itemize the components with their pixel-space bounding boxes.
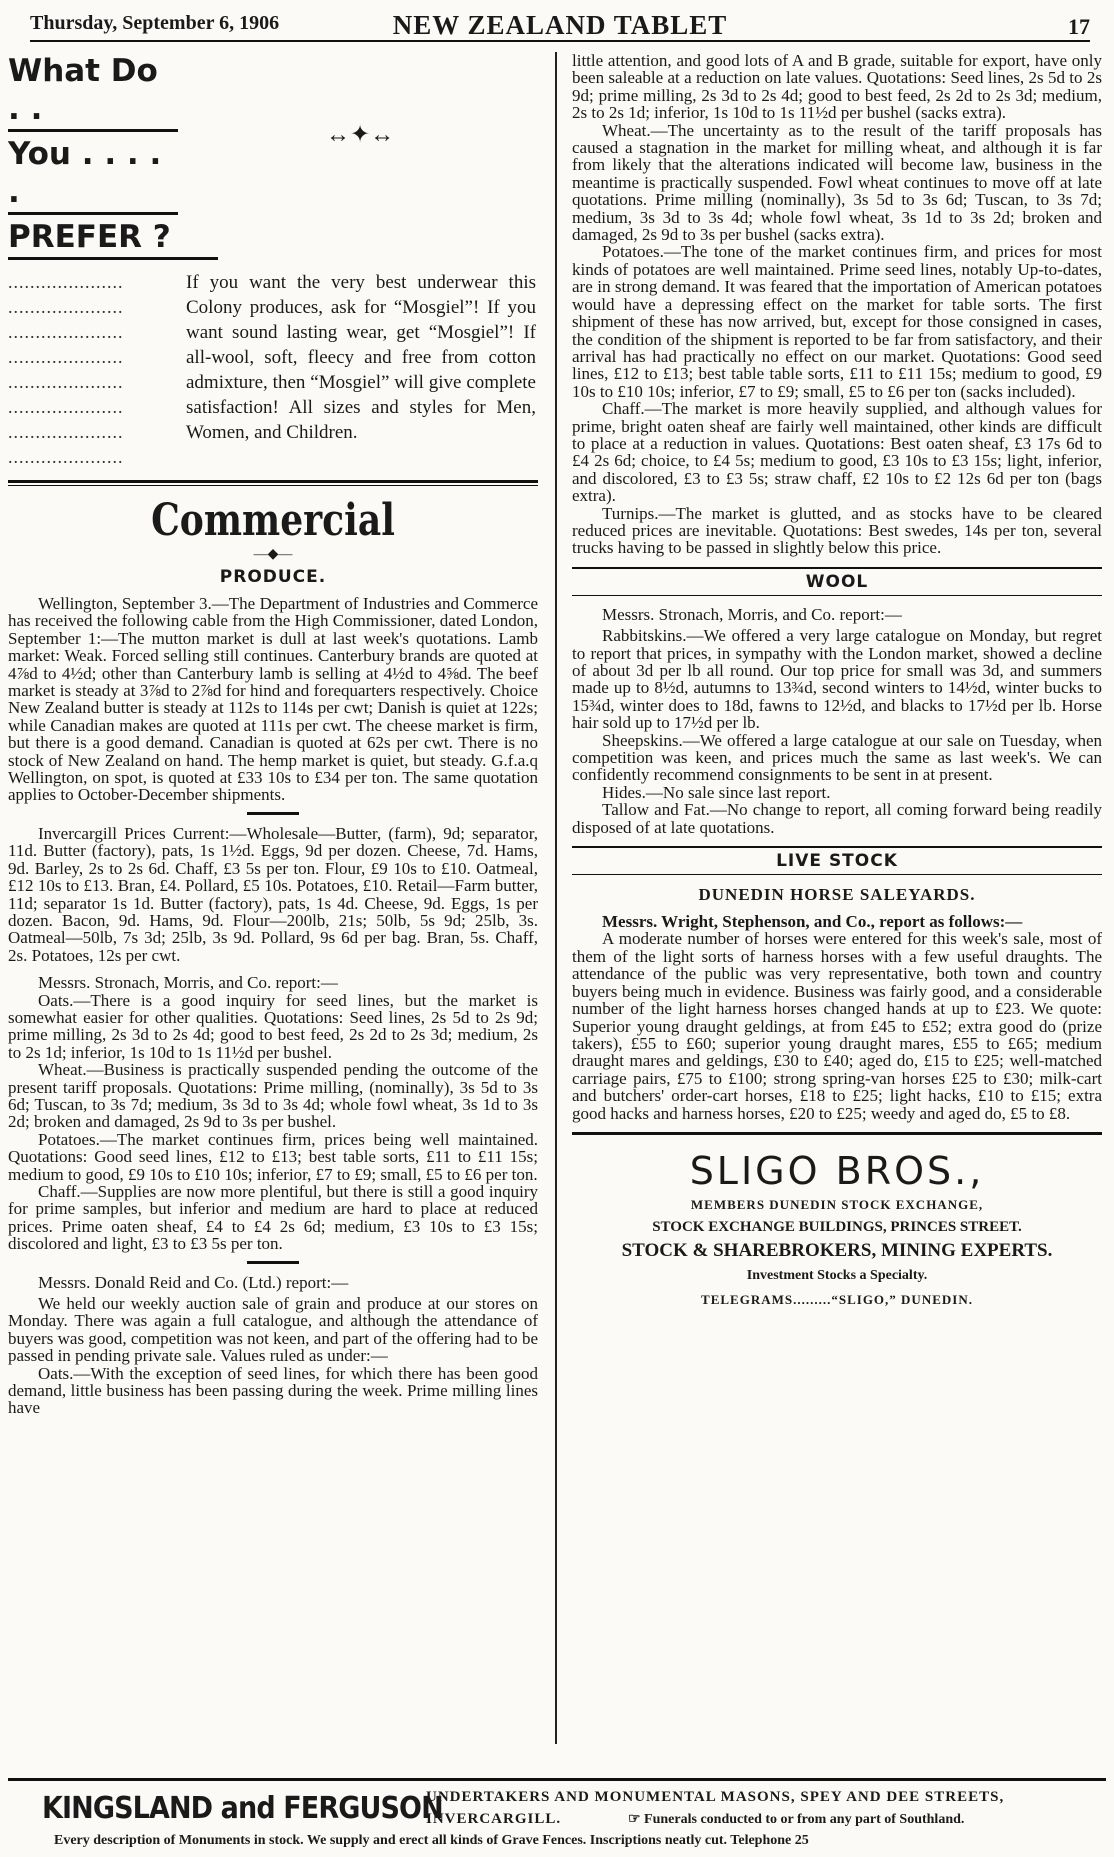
sheepskins-report: Sheepskins.—We offered a large catalogue at our sale on Tuesday, when competition was keen, and prices much the same as last week's. We can confidently recommend consignments to be sent in at present. <box>572 730 1102 785</box>
continued-text: little attention, and good lots of A and B grade, suitable for export, have only been saleable at a reduction on late values. Quotations: Seed lines, 2s 5d to 2s 9d; prime milling, 2s 3d to 2s 4d; good to best feed, 2s 2d to 2s 3d; medium, 2s to 2s 1d; inferior, 1s 10d to 1s 11½d per bushel (sacks extra). <box>572 52 1102 123</box>
ad-headline-line-2: You . . . . . <box>8 135 178 215</box>
oats-report: Oats.—There is a good inquiry for seed lines, but the market is somewhat easier for other qualities. Quotations: Seed lines, 2s 5d to 2s 9d; prime milling, 2s 3d to 2s 4d; good to best feed, 2s 2d to 2s 3d; medium, 2s to 2s 1d; inferior, 1s 10d to 1s 11½d per bushel. <box>8 990 538 1062</box>
kingsland-ferguson-ad <box>8 1778 1106 1853</box>
page-number: 17 <box>1068 14 1090 39</box>
right-column <box>572 52 1102 1742</box>
potatoes-report: Potatoes.—The market continues firm, prices being well maintained. Quotations: Good seed lines, £12 to £13; best table sorts, £11 to £11 15s; medium to good, £9 10s to £10 10s; inferior, £7 to £9; small, £5 to £6 per ton. <box>8 1129 538 1184</box>
heading-ornament: —◆— <box>253 547 293 562</box>
produce-heading: PRODUCE. <box>219 567 327 587</box>
ad-body <box>8 270 538 470</box>
mosgiel-ad <box>8 52 538 470</box>
newspaper-title: NEW ZEALAND TABLET <box>392 10 728 40</box>
sligo-members: MEMBERS DUNEDIN STOCK EXCHANGE, <box>690 1196 984 1212</box>
column-rule <box>555 52 557 1744</box>
left-column <box>8 52 538 1742</box>
reid-oats: Oats.—With the exception of seed lines, for which there has been good demand, little business has been passing during the week. Prime milling lines have <box>8 1363 538 1418</box>
ad-text: If you want the very best underwear this Colony produces, ask for “Mosgiel”! If you want sound lasting wear, get “Mosgiel”! If all-wool, soft, fleecy and free from cotton admixture, then “Mosgiel” will give complete satisfaction! All sizes and styles for Men, Women, and Children. <box>186 272 536 443</box>
reid-intro: Messrs. Donald Reid and Co. (Ltd.) report:— <box>38 1272 349 1292</box>
potatoes-report-right: Potatoes.—The tone of the market continues firm, and prices for most kinds of potatoes are well maintained. Prime seed lines, notably Up-to-dates, are in strong demand. It was feared that the importation of American potatoes would have a depressing effect on the market for table sorts. The first shipment of these has now arrived, but, except for those consigned in cases, the condition of the shipment is reported to be far from satisfactory, and their arrival has had practically no effect on our market. Quotations: Good seed lines, £12 to £13; best table table sorts, £11 to £11 15s; medium to good, £9 10s to £10 10s; inferior, £7 to £9; small, £5 to £6 per ton (sacks included). <box>572 242 1102 401</box>
wool-heading: WOOL <box>572 567 1102 596</box>
stronach-intro: Messrs. Stronach, Morris, and Co. report:— <box>38 973 338 993</box>
invercargill-prices: Invercargill Prices Current:—Wholesale—Butter, (farm), 9d; separator, 11d. Butter (factory), pats, 1s 1½d. Eggs, 9d per dozen. Cheese, 7d. Hams, 9d. Barley, 2s to 2s 6d. Chaff, £3 5s per ton. Flour, £9 10s to £10. Oatmeal, £12 10s to £13. Bran, £4. Pollard, £5 10s. Potatoes, £10. Retail—Farm butter, 11d; separator 1s 1d. Butter (factory), pats, 1s 4d. Cheese, 9d. Eggs, 1s per dozen. Bacon, 9d. Hams, 9d. Flour—200lb, 21s; 50lb, 5s 9d; 25lb, 3s. Oatmeal—50lb, 7s 3d; 25lb, 3s 9d. Pollard, 9s 6d per bag. Bran, 5s. Chaff, 2s. Potatoes, 12s per cwt. <box>8 823 538 965</box>
wheat-report-right: Wheat.—The uncertainty as to the result of the tariff proposals has caused a stagnation in the market for milling wheat, and although it is far from likely that the alterations indicated will become law, business in the meantime is practically suspended. Fowl wheat continues to move off at late quotations. Prime milling (nominally), 3s 5d to 3s 6d; Tuscan, to 3s 7d; medium, 3s 3d to 3s 4d; whole fowl wheat, 3s 1d to 3s 2d; broken and damaged, 2s 9d to 3s per bushel (sacks extra). <box>572 120 1102 245</box>
rabbitskins-report: Rabbitskins.—We offered a very large catalogue on Monday, but regret to report that prices, in sympathy with the London market, showed a decline of about 3d per lb all round. Our top price for small was 3d, and summers made up to 8½d, autumns to 13¾d, second winters to 14½d, winter bucks to 15¾d, winter does to 18d, fawns to 12½d, and blacks to 17½d per lb. Horse hair sold up to 17½d per lb. <box>572 626 1102 733</box>
tallow-report: Tallow and Fat.—No change to report, all coming forward being readily disposed of at late quotations. <box>572 800 1102 837</box>
wheat-report: Wheat.—Business is practically suspended pending the outcome of the present tariff proposals. Quotations: Prime milling, (nominally), 3s 5d to 3s 6d; Tuscan, to 3s 7d; medium, 3s 3d to 3s 4d; whole fowl wheat, 3s 1d to 3s 2d; broken and damaged, 2s 9d to 3s per bushel. <box>8 1060 538 1132</box>
ad-headline-line-1: What Do . . <box>8 52 178 132</box>
sligo-trade: STOCK & SHAREBROKERS, MINING EXPERTS. <box>621 1239 1053 1261</box>
live-stock-heading: LIVE STOCK <box>572 846 1102 875</box>
sligo-specialty: Investment Stocks a Specialty. <box>746 1267 928 1283</box>
sligo-telegrams: TELEGRAMS.........“SLIGO,” DUNEDIN. <box>701 1291 973 1307</box>
short-rule <box>247 812 299 815</box>
sligo-address: STOCK EXCHANGE BUILDINGS, PRINCES STREET. <box>652 1218 1022 1235</box>
sligo-name: SLIGO BROS., <box>689 1148 985 1193</box>
turnips-report: Turnips.—The market is glutted, and as stocks have to be cleared reduced prices are inevitable. Quotations: Best swedes, 14s per ton, several trucks having to be passed in slightly below this price. <box>572 503 1102 558</box>
chaff-report: Chaff.—Supplies are now more plentiful, but there is still a good inquiry for prime samples, but inferior and medium are hard to place at reduced prices. Prime oaten sheaf, £4 to £4 2s 6d; medium, £3 10s to £3 15s; discolored and light, £3 to £3 5s per ton. <box>8 1182 538 1254</box>
advertiser-name: KINGSLAND and FERGUSON <box>42 1791 443 1826</box>
wright-intro: Messrs. Wright, Stephenson, and Co., report as follows:— <box>602 912 1023 932</box>
wellington-report: Wellington, September 3.—The Department of Industries and Commerce has received the following cable from the High Commissioner, dated London, September 1:—The mutton market is dull at last week's quotations. Lamb market: Weak. Forced selling still continues. Canterbury brands are quoted at 4⅞d to 4½d; other than Canterbury lamb is selling at 4½d to 4⅝d. The beef market is steady at 3⅞d to 2⅞d for hind and forequarters respectively. Choice New Zealand butter is steady at 112s to 114s per cwt; Danish is quiet at 122s; while Canadian makes are quoted at 111s per cwt. The cheese market is firm, but there is a good demand. Canadian is quoted at 62s per cwt. There is no stock of New Zealand on hand. The hemp market is quiet, but steady. G.f.a.q Wellington, on spot, is quoted at £33 10s to £34 per ton. The same quotation applies to October-December shipments. <box>8 594 538 805</box>
sligo-bros-ad <box>572 1132 1102 1308</box>
advertiser-funerals: ☞ Funerals conducted to or from any part of Southland. <box>628 1812 965 1827</box>
wool-intro: Messrs. Stronach, Morris, and Co. report:— <box>602 604 902 624</box>
ad-headline-line-3: PREFER ? <box>8 218 218 260</box>
reid-report: We held our weekly auction sale of grain and produce at our stores on Monday. There was again a full catalogue, and although the attendance of buyers was good, competition was not keen, and part of the offering had to be passed in pending private sale. Values ruled as under:— <box>8 1294 538 1366</box>
ad-dot-leaders: ..................... ..................... ..................... ..................... ..................... ..................... ..................... ..................... <box>8 272 124 467</box>
page-header <box>30 6 1090 42</box>
issue-date: Thursday, September 6, 1906 <box>30 12 280 34</box>
ad-headline <box>8 52 538 260</box>
short-rule <box>247 1261 299 1264</box>
hides-report: Hides.—No sale since last report. <box>602 782 831 802</box>
dunedin-saleyards-heading: DUNEDIN HORSE SALEYARDS. <box>698 885 976 905</box>
section-divider <box>8 480 538 486</box>
horses-report: A moderate number of horses were entered for this week's sale, most of them of the light sorts of harness horses with a few useful draughts. The attendance of the public was very representative, both town and country buyers being much in evidence. Business was fairly good, and a considerable number of the light harness horses changed hands at up to £23. We quote: Superior young draught geldings, at from £45 to £52; extra good do (prize takers), £55 to £60; superior young draught mares, £55 to £65; medium draught mares and geldings, £30 to £40; aged do, £15 to £25; well-matched carriage pairs, £75 to £100; strong spring-van horses £25 to £30; milk-cart and butchers' order-cart horses, £18 to £25; light hacks, £10 to £15; extra good hacks and harness horses, £20 to £25; weedy and aged do, £5 to £8. <box>572 929 1102 1123</box>
commercial-heading: Commercial <box>151 495 395 546</box>
advertiser-line-1: UNDERTAKERS AND MONUMENTAL MASONS, SPEY AND DEE STREETS, <box>426 1789 1005 1805</box>
chaff-report-right: Chaff.—The market is more heavily supplied, and although values for prime, bright oaten sheaf are fairly well maintained, other kinds are difficult to place at a reduction in values. Quotations: Best oaten sheaf, £3 17s 6d to £4 2s 6d; choice, to £4 5s; medium to good, £3 10s to £3 15s; light, inferior, and discolored, £3 to £3 5s; straw chaff, £2 10s to £2 12s 6d per ton (bags extra). <box>572 399 1102 506</box>
advertiser-line-3: Every description of Monuments in stock. We supply and erect all kinds of Grave Fences. Inscriptions neatly cut. Telephone 25 <box>54 1833 809 1848</box>
advertiser-line-2: INVERCARGILL. <box>426 1811 562 1827</box>
ad-ornament: ↔✦↔ <box>326 122 395 148</box>
